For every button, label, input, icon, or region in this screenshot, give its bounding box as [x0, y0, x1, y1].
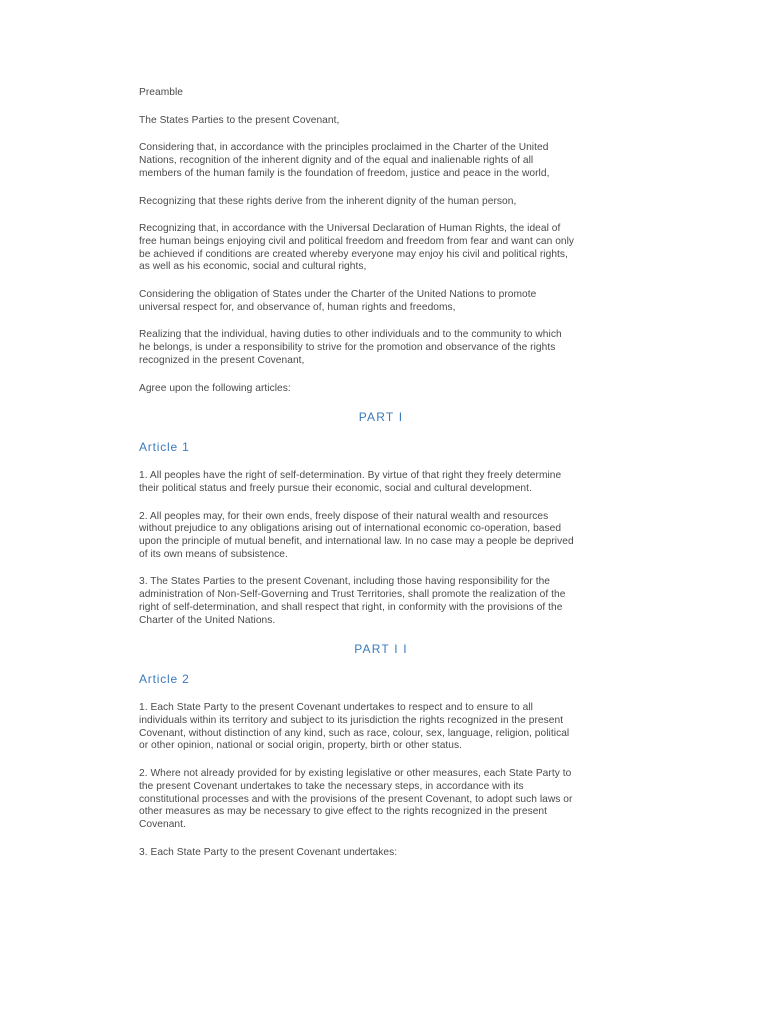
text-line: other measures as may be necessary to give effect to the rights recognized in the present — [139, 806, 548, 818]
part-1-heading: PART I — [358, 410, 404, 425]
text-line: individuals within its territory and subject to its jurisdiction the rights recognized in the present — [139, 714, 564, 726]
text-line: Nations, recognition of the inherent dignity and of the equal and inalienable rights of all — [139, 155, 534, 167]
text-line: 3. The States Parties to the present Covenant, including those having responsibility for the — [139, 576, 551, 588]
text-line: constitutional processes and with the provisions of the present Covenant, to adopt such laws or — [139, 793, 573, 805]
text-line: he belongs, is under a responsibility to strive for the promotion and observance of the rights — [139, 342, 556, 354]
article-1-paragraph-1 — [139, 470, 631, 495]
text-line: as well as his economic, social and cultural rights, — [139, 261, 367, 273]
text-line: Realizing that the individual, having duties to other individuals and to the community to which — [139, 329, 562, 341]
text-line: administration of Non-Self-Governing and Trust Territories, shall promote the realization of the — [139, 589, 566, 601]
text-line: Recognizing that these rights derive from the inherent dignity of the human person, — [139, 195, 517, 207]
text-line: Covenant. — [139, 818, 186, 830]
text-line: without prejudice to any obligations arising out of international economic co-operation, based — [139, 523, 562, 535]
preamble-clause-5 — [139, 329, 631, 367]
text-line: Recognizing that, in accordance with the Universal Declaration of Human Rights, the ideal of — [139, 223, 561, 235]
preamble-clause-1 — [139, 142, 631, 180]
text-line: 1. All peoples have the right of self-determination. By virtue of that right they freely determine — [139, 470, 562, 482]
agree-line: Agree upon the following articles: — [139, 382, 291, 394]
text-line: of its own means of subsistence. — [139, 548, 288, 560]
article-2-heading: Article 2 — [139, 672, 190, 687]
article-1-heading: Article 1 — [139, 440, 190, 455]
article-2-paragraph-3 — [139, 847, 631, 860]
text-line: Considering the obligation of States under the Charter of the United Nations to promote — [139, 289, 537, 301]
article-1-paragraph-3 — [139, 576, 631, 627]
article-2-paragraph-1 — [139, 702, 631, 753]
preamble-clause-3 — [139, 223, 631, 274]
text-line: 2. Where not already provided for by existing legislative or other measures, each State Party to — [139, 768, 572, 780]
text-line: recognized in the present Covenant, — [139, 354, 305, 366]
text-line: upon the principle of mutual benefit, and international law. In no case may a people be deprived — [139, 536, 574, 548]
text-line: right of self-determination, and shall respect that right, in conformity with the provisions of the — [139, 601, 563, 613]
text-line: free human beings enjoying civil and political freedom and freedom from fear and want can only — [139, 235, 575, 247]
preamble-title: Preamble — [139, 87, 184, 98]
text-line: 3. Each State Party to the present Covenant undertakes: — [139, 846, 398, 858]
preamble-intro: The States Parties to the present Covenant, — [139, 114, 340, 126]
text-line: 2. All peoples may, for their own ends, freely dispose of their natural wealth and resources — [139, 510, 549, 522]
text-line: Charter of the United Nations. — [139, 614, 276, 626]
article-2-paragraph-2 — [139, 768, 631, 832]
text-line: members of the human family is the foundation of freedom, justice and peace in the world, — [139, 167, 550, 179]
preamble-clause-2 — [139, 196, 631, 209]
text-line: 1. Each State Party to the present Covenant undertakes to respect and to ensure to all — [139, 702, 533, 714]
document-page — [139, 86, 631, 859]
article-1-paragraph-2 — [139, 511, 631, 562]
text-line: Considering that, in accordance with the principles proclaimed in the Charter of the United — [139, 142, 549, 154]
text-line: or other opinion, national or social origin, property, birth or other status. — [139, 740, 463, 752]
text-line: universal respect for, and observance of, human rights and freedoms, — [139, 301, 456, 313]
text-line: Covenant, without distinction of any kind, such as race, colour, sex, language, religion, political — [139, 727, 570, 739]
text-line: be achieved if conditions are created whereby everyone may enjoy his civil and political rights, — [139, 248, 568, 260]
preamble-clause-4 — [139, 289, 631, 314]
part-2-heading: PART I I — [354, 642, 408, 657]
text-line: their political status and freely pursue their economic, social and cultural development. — [139, 482, 532, 494]
text-line: the present Covenant undertakes to take the necessary steps, in accordance with its — [139, 780, 524, 792]
